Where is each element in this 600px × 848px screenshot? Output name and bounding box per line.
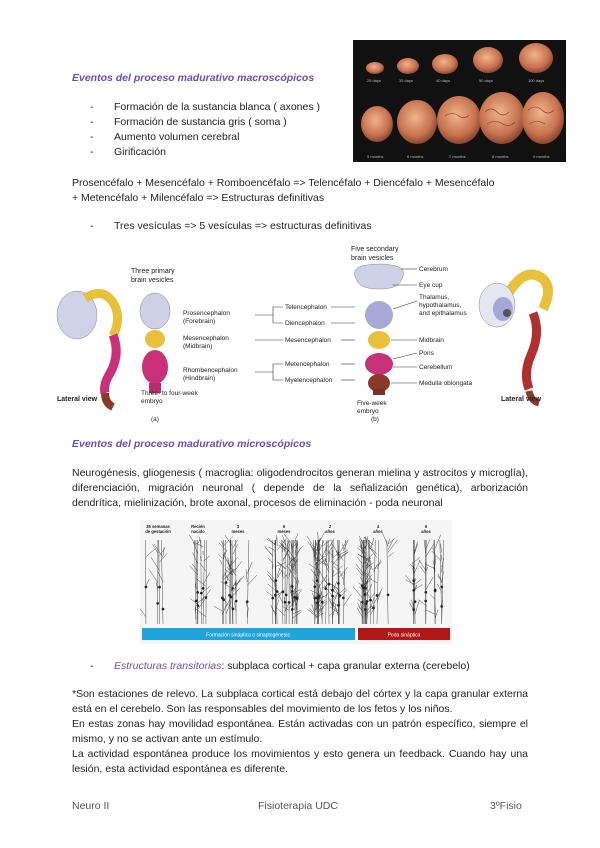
list-item: - Girificación [90, 146, 166, 158]
neuron-soma [387, 594, 389, 596]
age-label: 6 months [407, 154, 424, 159]
neuron-soma [317, 595, 319, 597]
synaptogenesis-label: Formación sináptica o sinaptogénesis [206, 632, 290, 639]
midbrain-label: (Midbrain) [183, 343, 213, 350]
rhombencephalon-vesicle [142, 350, 168, 384]
age-label: 5 months [367, 154, 384, 159]
neuron-soma [225, 581, 227, 583]
neuron-soma [364, 587, 366, 589]
medulla-oblongata-label: Medulla oblongata [419, 380, 473, 387]
hindbrain-label: (Hindbrain) [183, 375, 216, 382]
age-label: 40 days [436, 78, 451, 83]
diencephalon-label: Diencephalon [285, 320, 325, 327]
panel-b-label: (b) [371, 416, 379, 423]
primary-vesicles-title: Three primary brain vesicles [131, 268, 175, 284]
neuron-soma [291, 585, 293, 587]
secondary-vesicles-title: Five secondary brain vesicles [351, 246, 399, 262]
microscopic-paragraph: Neurogénesis, gliogenesis ( macroglia: oligodendrocitos generan mielina y astrocitos y microglía), diferenciación, migración neuronal ( depende de la señalización genética), arborización dendrítica, mielinización, brote axonal, procesos de eliminación - poda neuronal [72, 467, 528, 509]
prosencephalon-vesicle [140, 293, 170, 329]
rhombencephalon-label: Rhombencephalon [183, 367, 238, 374]
embryo-right-label: Five-week embryo [357, 400, 387, 415]
age-label: 50 days [479, 78, 494, 83]
neuron-soma [288, 601, 290, 603]
prosencephalon-label: Prosencephalon [183, 310, 230, 317]
neuron-soma [337, 604, 339, 606]
thalamus-label: Thalamus, hypothalamus, and epithalamus [419, 294, 467, 317]
panel-a-label: (a) [151, 416, 159, 423]
neuron-soma [162, 608, 164, 610]
neuron-soma [372, 607, 374, 609]
neuron-soma [235, 600, 237, 602]
column-label: 2 años [325, 524, 335, 534]
mesencephalon-label: Mesencephalon [183, 335, 229, 342]
neuron-soma [246, 601, 248, 603]
cerebellum-label: Cerebellum [419, 364, 453, 371]
neuron-soma [331, 595, 333, 597]
note-paragraph: En estas zonas hay movilidad espontánea. Están activadas con un patrón específico, siempre el mismo, y no se activan ante un estímulo. [72, 718, 528, 745]
list-item: - Estructuras transitorias: subplaca cortical + capa granular externa (cerebelo) [90, 660, 470, 672]
footer-center: Fisioterapia UDC [258, 800, 338, 812]
right-embryo-illustration [479, 274, 548, 403]
neuron-soma [158, 586, 160, 588]
metencephalon-label: Metencephalon [285, 361, 330, 368]
neuron-soma [157, 602, 159, 604]
neuron-soma [361, 585, 363, 587]
eye-cup-label: Eye cup [419, 282, 443, 289]
note-paragraph: La actividad espontánea produce los movimientos y esto genera un feedback. Cuando hay una lesión, esta actividad espontánea es diferente. [72, 748, 528, 775]
pons-label: Pons [419, 350, 434, 357]
age-label: 35 days [399, 78, 414, 83]
neuron-soma [276, 590, 278, 592]
neuron-soma [291, 590, 293, 592]
pruning-label: Poda sináptica [387, 632, 421, 639]
neuron-soma [434, 590, 436, 592]
lateral-view-label-left: Lateral view [57, 396, 98, 403]
neuron-development-figure [140, 520, 452, 644]
column-label: Recién nacido [191, 524, 205, 534]
neuron-soma [325, 587, 327, 589]
neuron-soma [441, 586, 443, 588]
embryo-left-label: Three- to four-week embryo [141, 390, 198, 405]
footer-left: Neuro II [72, 800, 110, 812]
mesencephalon-secondary-vesicle [368, 331, 390, 349]
neuron-soma [369, 599, 371, 601]
section-heading-macroscopic: Eventos del proceso madurativo macroscópicos [72, 72, 315, 84]
macroscopic-list [90, 100, 320, 160]
neuron-soma [205, 596, 207, 598]
diencephalon-vesicle [365, 301, 393, 329]
myelencephalon-label: Myelencephalon [285, 377, 333, 384]
neuron-soma [284, 601, 286, 603]
neuron-soma [337, 582, 339, 584]
neuron-soma [272, 597, 274, 599]
list-item: - Tres vesículas => 5 vesículas => estructuras definitivas [90, 220, 372, 232]
neuron-soma [196, 591, 198, 593]
left-embryo-illustration [57, 291, 118, 407]
section-heading-microscopic: Eventos del proceso madurativo microscópicos [72, 438, 312, 450]
neuron-soma [294, 596, 296, 598]
list-item: - Formación de la sustancia blanca ( axones ) [90, 101, 321, 113]
age-label: 25 days [367, 78, 382, 83]
metencephalon-vesicle [365, 353, 393, 375]
brain-development-photo [353, 40, 566, 162]
neuron-soma [285, 594, 287, 596]
vesicle-equation: Prosencéfalo + Mesencéfalo + Romboencéfalo => Telencéfalo + Diencéfalo + Mesencéfalo + Metencéfalo + Milencéfalo => Estructuras definitivas [72, 177, 495, 204]
neuron-soma [364, 593, 366, 595]
footer-right: 3ºFisio [490, 800, 522, 812]
neuron-soma [145, 586, 147, 588]
neuron-soma [365, 603, 367, 605]
neuron-soma [314, 586, 316, 588]
neuron-soma [232, 608, 234, 610]
note-paragraph: *Son estaciones de relevo. La subplaca cortical está debajo del córtex y la capa granular externa está en el cerebelo. Son las responsables del movimiento de los fetos y los niños. [72, 688, 528, 715]
midbrain-structure-label: Midbrain [419, 337, 444, 344]
neuron-soma [425, 591, 427, 593]
column-label: 3 meses [231, 524, 245, 534]
notes-block [72, 687, 528, 777]
column-label: 6 años [421, 524, 431, 534]
telencephalon-label: Telencephalon [285, 304, 327, 311]
cerebrum-label: Cerebrum [419, 266, 448, 273]
neuron-soma [274, 594, 276, 596]
column-label: 36 semanas de gestación [145, 524, 171, 534]
column-label: 6 meses [277, 524, 291, 534]
age-label: 9 months [533, 154, 550, 159]
neuron-soma [425, 600, 427, 602]
column-label: 4 años [373, 524, 383, 534]
age-label: 7 months [449, 154, 466, 159]
transitory-structures-text: : subplaca cortical + capa granular externa (cerebelo) [221, 660, 470, 672]
neuron-soma [414, 601, 416, 603]
age-label: 8 months [492, 154, 509, 159]
neuron-soma [366, 600, 368, 602]
list-item: - Aumento volumen cerebral [90, 131, 240, 143]
neuron-soma [202, 587, 204, 589]
transitory-structures-label: Estructuras transitorias [114, 660, 222, 672]
neuron-soma [413, 579, 415, 581]
forebrain-label: (Forebrain) [183, 318, 216, 325]
mesencephalon-vesicle [145, 330, 165, 348]
age-label: 100 days [528, 78, 545, 83]
list-item: - Formación de sustancia gris ( soma ) [90, 116, 287, 128]
lateral-view-label-right: Lateral view [501, 396, 542, 403]
neuron-soma [321, 601, 323, 603]
brain-vesicles-figure [55, 243, 555, 428]
neuron-soma [342, 597, 344, 599]
neuron-soma [200, 592, 202, 594]
mesencephalon-secondary-label: Mesencephalon [285, 337, 331, 344]
